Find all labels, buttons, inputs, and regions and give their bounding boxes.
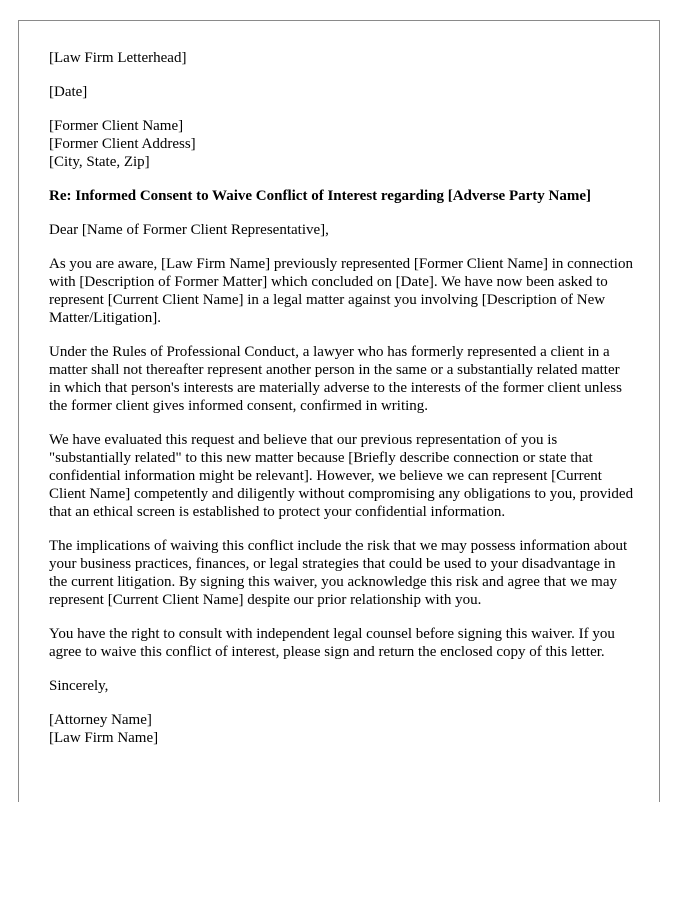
paragraph-counsel: You have the right to consult with independent legal counsel before signing this waiver. If you agree to waive this conflict of interest, please sign and return the enclosed copy of this letter. [49,626,615,660]
letter-page [18,20,660,802]
recipient-address: [Former Client Address] [49,136,196,152]
letterhead: [Law Firm Letterhead] [49,50,187,66]
recipient-city-state-zip: [City, State, Zip] [49,154,150,170]
closing: Sincerely, [49,678,109,694]
paragraph-evaluation: We have evaluated this request and believe that our previous representation of you is "substantially related" to this new matter because [Briefly describe connection or state that confidential information might be relevant]. However, we believe we can represent [Current Client Name] competently and diligently without compromising any obligations to you, provided that an ethical screen is established to protect your confidential information. [49,432,634,520]
firm-name: [Law Firm Name] [49,730,159,746]
recipient-block [49,117,635,171]
salutation: Dear [Name of Former Client Representative], [49,222,329,238]
letter-body [49,49,635,763]
paragraph-implications: The implications of waiving this conflict include the risk that we may possess information about your business practices, finances, or legal strategies that could be used to your disadvantage in the current litigation. By signing this waiver, you acknowledge this risk and agree that we may represent [Current Client Name] despite our prior relationship with you. [49,538,628,608]
subject-line: Re: Informed Consent to Waive Conflict of Interest regarding [Adverse Party Name] [49,188,591,204]
paragraph-rules: Under the Rules of Professional Conduct, a lawyer who has formerly represented a client in a matter shall not thereafter represent another person in the same or a substantially related matter in which that person's interests are materially adverse to the interests of the former client unless the former client gives informed consent, confirmed in writing. [49,344,622,414]
letter-date: [Date] [49,84,88,100]
signature-block [49,711,635,747]
paragraph-representation: As you are aware, [Law Firm Name] previously represented [Former Client Name] in connection with [Description of Former Matter] which concluded on [Date]. We have now been asked to represent [Current Client Name] in a legal matter against you involving [Description of New Matter/Litigation]. [49,256,633,326]
recipient-name: [Former Client Name] [49,118,184,134]
attorney-name: [Attorney Name] [49,712,152,728]
